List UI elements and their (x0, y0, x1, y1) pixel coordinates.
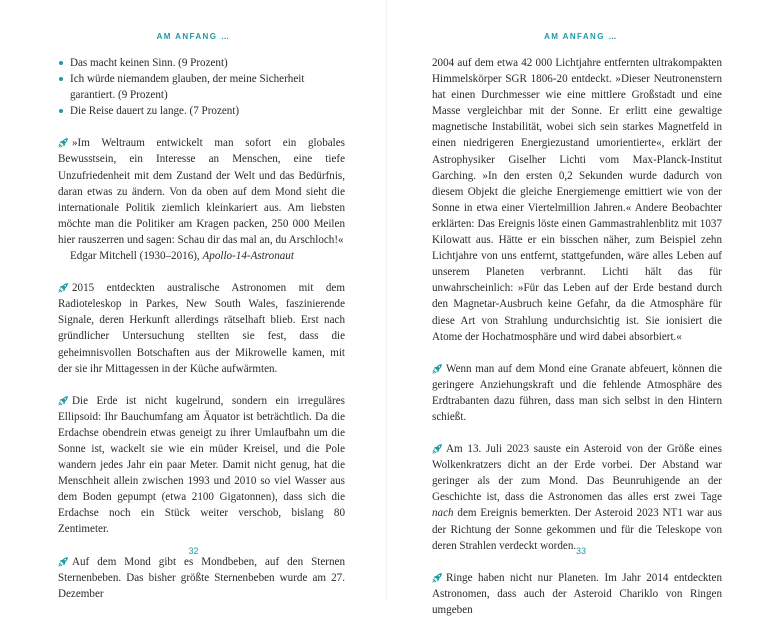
grenade-paragraph: Wenn man auf dem Mond eine Granate abfeuert, können die geringere Anziehungskraft und die fehlende Atmosphäre des Erdtrabanten dazu führen, dass man sich selbst in den Hintern schießt. (432, 362, 722, 423)
page-number-left: 32 (188, 546, 199, 556)
bullet-dot (59, 61, 63, 65)
list-item: Das macht keinen Sinn. (9 Prozent) (58, 55, 345, 71)
list-item: Ich würde niemandem glauben, der meine Sicherheit garantiert. (9 Prozent) (58, 71, 345, 103)
running-header-left: AM ANFANG … (156, 32, 231, 41)
list-item: Die Reise dauert zu lange. (7 Prozent) (58, 103, 345, 119)
mitchell-quote: »Im Weltraum entwickelt man sofort ein globales Bewusstsein, ein Interesse an Menschen, eine tiefe Unzufriedenheit mit dem Zustand der Welt und das Bedürfnis, daran etwas zu ändern. Von da oben auf dem Mond sieht die internationale Politik ziemlich kleinkariert aus. Am liebsten möchte man die Politiker am Kragen packen, 250 000 Meilen hier rauszerren und sagen: Schau dir das mal an, du Arschloch!« (58, 137, 345, 246)
starquake-paragraph: Auf dem Mond gibt es Mondbeben, auf den Sternen Sternenbeben. Das bisher größte Sternenbeben wurde am 27. Dezember (58, 555, 345, 600)
rocket-icon (432, 572, 443, 583)
right-page (387, 0, 775, 616)
attribution-role: Apollo-14-Astronaut (202, 250, 294, 263)
rocket-icon (432, 443, 443, 454)
rocket-icon (58, 556, 69, 567)
radiotelescope-paragraph: 2015 entdeckten australische Astronomen mit dem Radioteleskop in Parkes, New South Wales, faszinierende Signale, deren Herkunft allerdings rätselhaft blieb. Erst nach gründlicher Untersuchung stellten sie fest, dass die geheimnisvollen Botschaften aus der Mikrowelle kamen, mit der sie ihr Mittagessen in der Küche aufwärmten. (58, 282, 345, 375)
rocket-icon (58, 395, 69, 406)
rocket-icon (58, 282, 69, 293)
ellipsoid-paragraph: Die Erde ist nicht kugelrund, sondern ein irreguläres Ellipsoid: Ihr Bauchumfang am Äquator ist beträchtlich. Da die Erdachse obendrein etwas geneigt zu ihrer Umlaufbahn um die Sonne ist, wackelt sie wie ein müder Kreisel, und die Pole wandern jedes Jahr ein paar Meter. Damit nicht genug, hat die Menschheit allein zwischen 1993 und 2010 so viel Wasser aus dem Boden gepumpt (etwa 2100 Gigatonnen), dass sich die Erdachse noch ein Stück weiter verschob, bislang 80 Zentimeter. (58, 394, 345, 536)
bullet-dot (59, 109, 63, 113)
asteroid-paragraph: Am 13. Juli 2023 sauste ein Asteroid von der Größe eines Wolkenkratzers dicht an der Erde vorbei. Der Abstand war geringer als der zum Mond. Das Beunruhigende an der Geschichte ist, dass die Astronomen das alles erst zwei Tage nach dem Ereignis bemerkten. Der Asteroid 2023 NT1 war aus der Richtung der Sonne gekommen und für die Teleskope von deren Strahlen verdeckt worden. (432, 443, 722, 552)
left-page (0, 0, 387, 600)
rocket-icon (58, 137, 69, 148)
rings-paragraph: Ringe haben nicht nur Planeten. Im Jahr 2014 entdeckten Astronomen, dass auch der Asteroid Chariklo von Ringen umgeben (432, 571, 722, 616)
right-page-body (432, 55, 722, 618)
left-page-body (58, 55, 345, 602)
bullet-dot (59, 77, 63, 81)
rocket-icon (432, 363, 443, 374)
magnetar-paragraph: 2004 auf dem etwa 42 000 Lichtjahre entfernten ultrakompakten Himmelskörper SGR 1806-20 entdeckt. »Dieser Neutronenstern hat einen Durchmesser wie eine mittlere Großstadt und eine Masse vergleichbar mit der Sonne. Er erlitt eine gewaltige magnetische Instabilität, wobei sich sein starkes Magnetfeld in einen niedrigeren Energiezustand umorientierte«, erklärt der Astrophysiker Giselher Lichti vom Max-Planck-Institut Garching. »In den ersten 0,2 Sekunden wurde dadurch von diesem Objekt die gleiche Energiemenge emittiert wie von der Sonne in etwa einer Viertelmillion Jahren.« Andere Beobachter erklärten: Das Ereignis löste einen Gammastrahlenblitz mit 1037 Kilowatt aus. Hätte er ein bisschen näher, zum Beispiel zehn Lichtjahre von uns entfernt, stattgefunden, wäre alles Leben auf unserem Planeten verbrannt. Lichti hält das für unwahrscheinlich: »Für das Leben auf der Erde bestand durch den Magnetar-Ausbruch keine Gefahr, da die Atmosphäre für diese Art von Strahlung undurchsichtig ist. Sie ionisiert die Atome der Hochatmosphäre und wird dabei absorbiert.« (432, 57, 722, 343)
quote-attribution: Edgar Mitchell (1930–2016), Apollo-14-Astronaut (70, 250, 294, 263)
survey-bullet-list (58, 55, 345, 119)
page-number-right: 33 (575, 546, 586, 556)
running-header-right: AM ANFANG … (544, 32, 618, 41)
